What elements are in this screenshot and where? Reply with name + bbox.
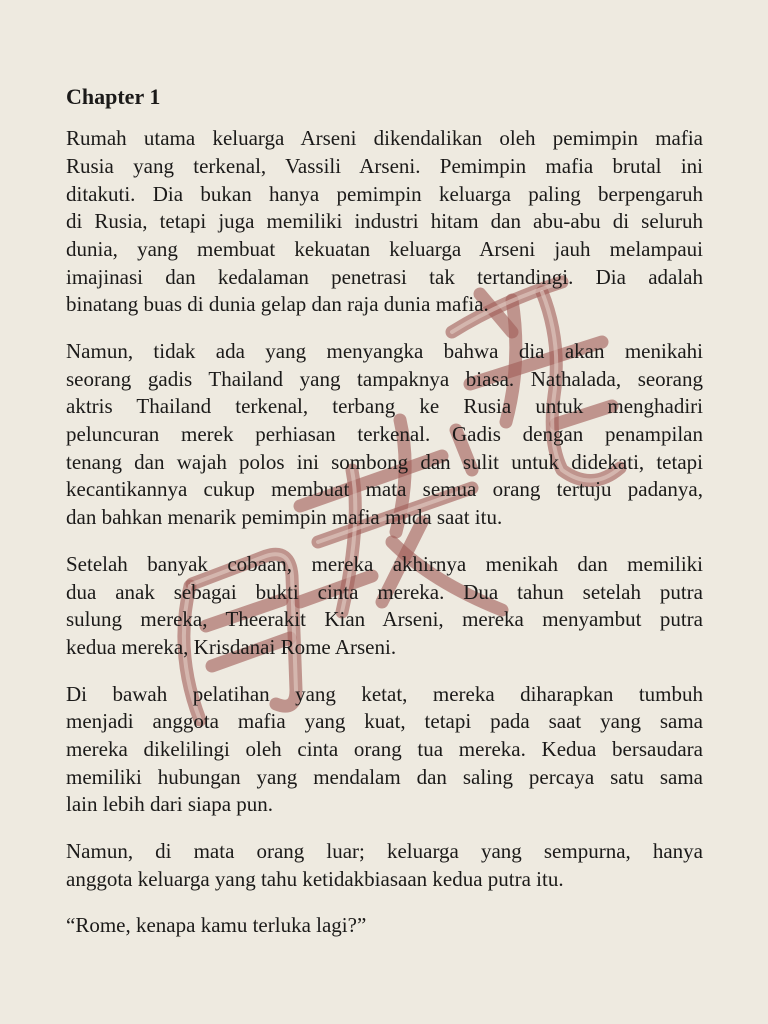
paragraph-line: dunia, yang membuat kekuatan keluarga Arseni jauh melampaui (66, 236, 703, 261)
paragraph-line: Namun, di mata orang luar; keluarga yang sempurna, hanya (66, 839, 703, 863)
paragraph-line: imajinasi dan kedalaman penetrasi tak tertandingi. Dia adalah (66, 264, 703, 289)
paragraph-line: dan bahkan menarik pemimpin mafia muda saat itu. (66, 505, 503, 530)
paragraph-line: kecantikannya cukup membuat mata semua orang tertuju padanya, (66, 477, 703, 502)
paragraph-line: ditakuti. Dia bukan hanya pemimpin keluarga paling berpengaruh (66, 181, 703, 206)
paragraph-line: peluncuran merek perhiasan terkenal. Gadis dengan penampilan (66, 422, 703, 447)
paragraph-line: aktris Thailand terkenal, terbang ke Rusia untuk menghadiri (66, 394, 703, 419)
paragraph-line: dua anak sebagai bukti cinta mereka. Dua tahun setelah putra (66, 579, 703, 604)
paragraph-line: Rumah utama keluarga Arseni dikendalikan oleh pemimpin mafia (66, 126, 703, 151)
paragraph-line: sulung mereka, Theerakit Kian Arseni, mereka menyambut putra (66, 607, 703, 632)
paragraph-line: Namun, tidak ada yang menyangka bahwa dia akan menikahi (66, 339, 703, 363)
paragraph-line: Setelah banyak cobaan, mereka akhirnya menikah dan memiliki (66, 551, 703, 576)
paragraph-line: anggota keluarga yang tahu ketidakbiasaan kedua putra itu. (66, 866, 564, 891)
paragraph-line: “Rome, kenapa kamu terluka lagi?” (66, 913, 367, 938)
paragraph-line: seorang gadis Thailand yang tampaknya biasa. Nathalada, seorang (66, 366, 703, 391)
paragraph (66, 125, 703, 319)
paragraph-line: memiliki hubungan yang mendalam dan saling percaya satu sama (66, 764, 703, 789)
paragraph (66, 681, 703, 819)
paragraph (66, 551, 703, 662)
paragraph-line: lain lebih dari siapa pun. (66, 792, 274, 817)
paragraph (66, 338, 703, 532)
paragraph-line: tenang dan wajah polos ini sombong dan sulit untuk didekati, tetapi (66, 449, 703, 474)
paragraph-line: Di bawah pelatihan yang ketat, mereka diharapkan tumbuh (66, 681, 703, 706)
paragraph (66, 838, 703, 893)
paragraph-line: Rusia yang terkenal, Vassili Arseni. Pemimpin mafia brutal ini (66, 153, 703, 178)
paragraph-line: menjadi anggota mafia yang kuat, tetapi pada saat yang sama (66, 709, 703, 734)
paragraph-line: di Rusia, tetapi juga memiliki industri hitam dan abu-abu di seluruh (66, 209, 703, 234)
paragraph-line: mereka dikelilingi oleh cinta orang tua mereka. Kedua bersaudara (66, 736, 703, 761)
document-page (66, 83, 703, 959)
paragraph-line: binatang buas di dunia gelap dan raja dunia mafia. (66, 292, 489, 317)
paragraph-line: kedua mereka, Krisdanai Rome Arseni. (66, 634, 397, 659)
paragraph-dialogue (66, 912, 703, 940)
chapter-title: Chapter 1 (66, 84, 161, 109)
